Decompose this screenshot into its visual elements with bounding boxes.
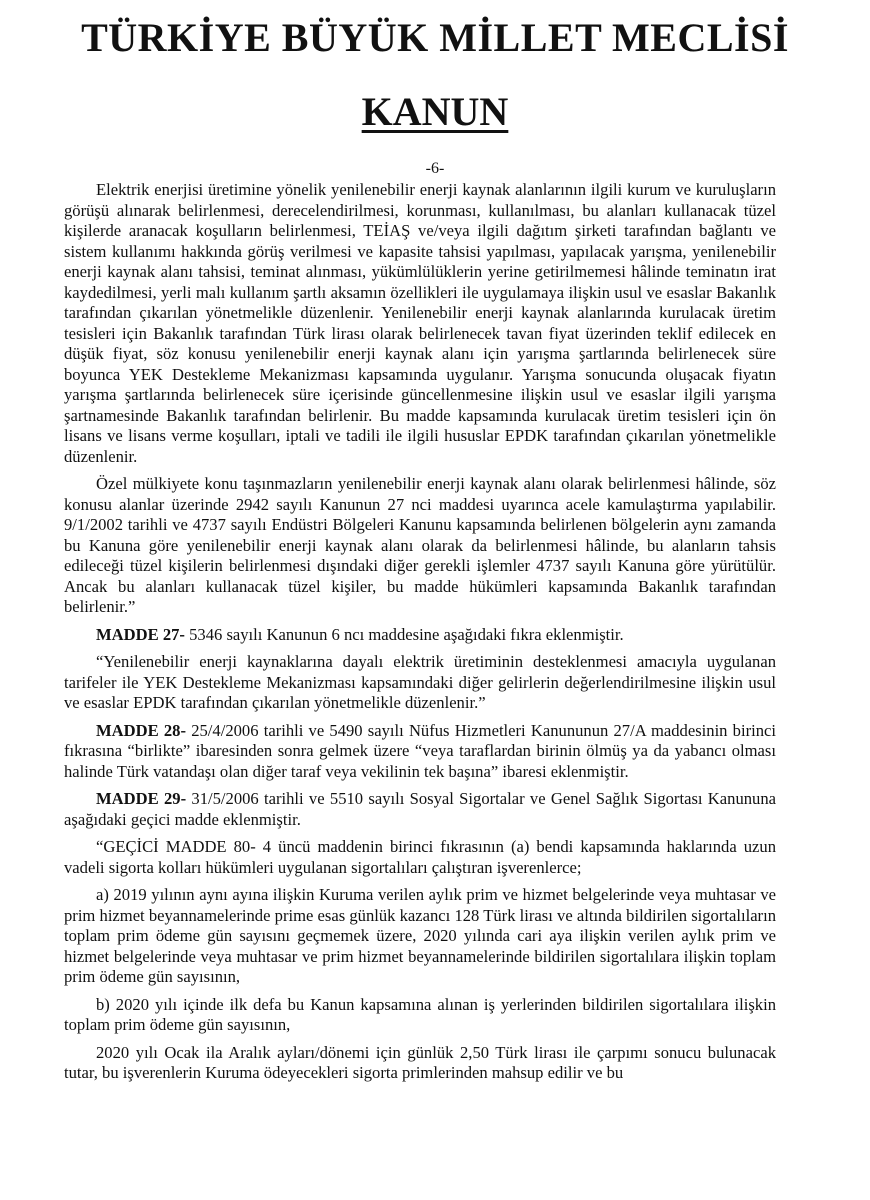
paragraph (64, 837, 776, 878)
paragraph (64, 995, 776, 1036)
document-body (64, 180, 776, 1091)
paragraph (64, 1043, 776, 1084)
paragraph-text: 5346 sayılı Kanunun 6 ncı maddesine aşağıdaki fıkra eklenmiştir. (184, 624, 624, 644)
article-lead: MADDE 27- (96, 624, 185, 644)
paragraph-text: b) 2020 yılı içinde ilk defa bu Kanun kapsamına alınan iş yerlerinden bildirilen sigortalılara ilişkin toplam prim ödeme gün sayısının, (64, 994, 776, 1034)
page-number: -6- (425, 160, 445, 177)
paragraph (64, 885, 776, 988)
paragraph-text: “Yenilenebilir enerji kaynaklarına dayalı elektrik üretiminin desteklenmesi amacıyla uygulanan tarifeler ile YEK Destekleme Mekanizması kapsamındaki diğer gelirlerin değerlendirilmesine ilişkin usul ve esaslar EPDK tarafından çıkarılan yönetmelikle düzenlenir.” (64, 652, 776, 712)
paragraph (64, 180, 776, 467)
article-lead: MADDE 28- (96, 720, 187, 740)
document-type-label: KANUN (361, 89, 509, 134)
paragraph-text: 25/4/2006 tarihli ve 5490 sayılı Nüfus Hizmetleri Kanununun 27/A maddesinin birinci fıkrasına “birlikte” ibaresinden sonra gelmek üzere “veya taraflardan birinin ölmüş ya da yabancı olması halinde Türk vatandaşı olan diğer taraf veya vekilinin tek başına” ibaresi eklenmiştir. (64, 720, 776, 781)
paragraph-text: 2020 yılı Ocak ila Aralık ayları/dönemi için günlük 2,50 Türk lirası ile çarpımı sonucu bulunacak tutar, bu işverenlerin Kuruma ödeyecekleri sigorta primlerinden mahsup edilir ve bu (64, 1042, 776, 1082)
paragraph (64, 652, 776, 714)
paragraph-text: 31/5/2006 tarihli ve 5510 sayılı Sosyal Sigortalar ve Genel Sağlık Sigortası Kanununa aşağıdaki geçici madde eklenmiştir. (64, 789, 777, 829)
institution-title: TÜRKİYE BÜYÜK MİLLET MECLİSİ (81, 15, 789, 60)
paragraph (64, 721, 776, 783)
document-type-heading (0, 88, 870, 135)
paragraph (64, 474, 776, 618)
paragraph-text: “GEÇİCİ MADDE 80- 4 üncü maddenin birinci fıkrasının (a) bendi kapsamında haklarında uzun vadeli sigorta kolları hükümleri uygulanan sigortalıları çalıştıran işverenlerce; (64, 837, 776, 877)
paragraph (64, 625, 776, 646)
paragraph-text: Elektrik enerjisi üretimine yönelik yenilenebilir enerji kaynak alanlarının ilgili kurum ve kuruluşların görüşü alınarak belirlenmesi, derecelendirilmesi, korunması, kullanılması, bu alanları kullanacak tüzel kişilerde aranacak koşulların belirlenmesi, TEİAŞ ve/veya ilgili dağıtım şirketi tarafından bağlantı ve sistem kullanımı hakkında görüş verilmesi ve kapasite tahsisi yapılması, yapılacak yarışma, yenilenebilir enerji kaynak alanı tahsisi, teminat alınması, yükümlülüklerin yerine getirilmemesi hâlinde teminatın irat kaydedilmesi, yerli malı kullanım şartlı aksamın özellikleri ile uygulamaya ilişkin usul ve esaslar Bakanlık tarafından çıkarılan yönetmelikle düzenlenir. Yenilenebilir enerji kaynak alanlarında kurulacak üretim tesisleri için Bakanlık tarafından Türk lirası olarak belirlenecek tavan fiyat üzerinden teklif edilecek en düşük fiyat, söz konusu yenilenebilir enerji kaynak alanı için yarışma şartlarında belirlenecek süre boyunca YEK Destekleme Mekanizması kapsamında uygulanır. Yarışma sonucunda oluşacak fiyatın yarışma şartlarında belirlenecek süre içerisinde güncellenmesine ilişkin usul ve esaslar ilgili yarışma şartnamesinde Bakanlık tarafından belirlenir. Bu madde kapsamında kurulacak üretim tesisleri için ön lisans ve lisans verme koşulları, iptali ve tadili ile ilgili hususlar EPDK tarafından çıkarılan yönetmelikle düzenlenir. (64, 180, 776, 466)
paragraph-text: Özel mülkiyete konu taşınmazların yenilenebilir enerji kaynak alanı olarak belirlenmesi hâlinde, söz konusu alanlar üzerinde 2942 sayılı Kanunun 27 nci maddesi uyarınca acele kamulaştırma yapılabilir. 9/1/2002 tarihli ve 4737 sayılı Endüstri Bölgeleri Kanunu kapsamında belirlenen bölgelerin aynı zamanda bu Kanuna göre yenilenebilir enerji kaynak alanı olarak da belirlenmesi hâlinde, bu alanların tahsis edileceği tüzel kişilerin belirlenmesi dışındaki diğer gerekli işlemler 4737 sayılı Kanuna göre yürütülür. Ancak bu alanları kullanacak tüzel kişiler, bu madde hükümleri kapsamında Bakanlık tarafından belirlenir.” (64, 474, 776, 616)
article-lead: MADDE 29- (96, 789, 187, 808)
paragraph-text: a) 2019 yılının aynı ayına ilişkin Kuruma verilen aylık prim ve hizmet belgelerinde veya muhtasar ve prim hizmet beyannamelerinde prime esas günlük kazancı 128 Türk lirası ve altında bildirilen sigortalıların toplam prim ödeme gün sayısını geçmemek üzere, 2020 yılında cari aya ilişkin verilen aylık prim ve hizmet belgelerinde veya muhtasar ve prim hizmet beyannamelerinde bildirilen sigortalılara ilişkin toplam prim ödeme gün sayısının, (64, 885, 776, 986)
paragraph (64, 789, 776, 830)
